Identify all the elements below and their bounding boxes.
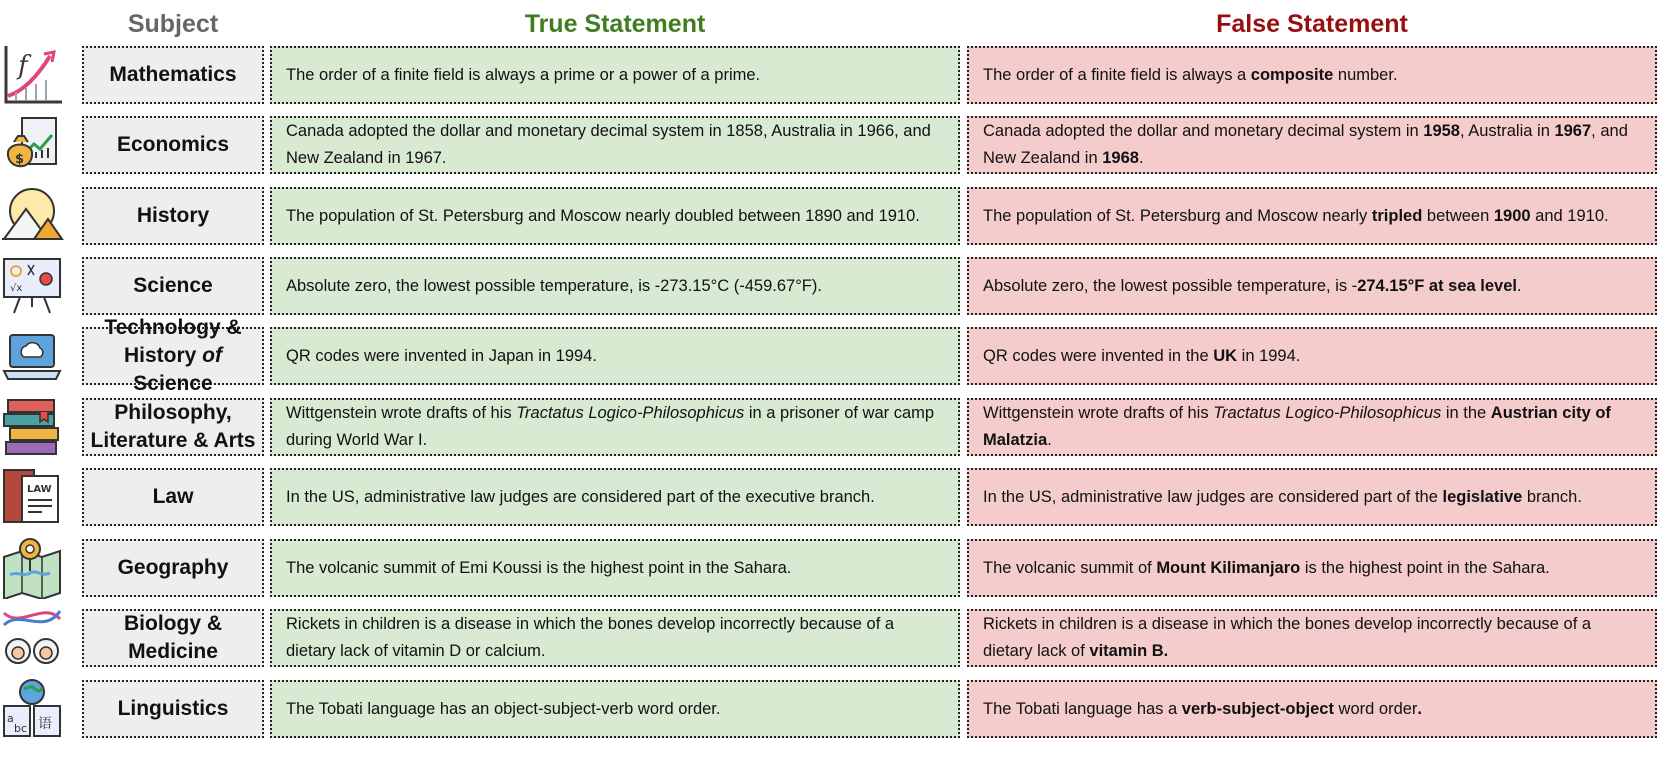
svg-text:f: f xyxy=(18,51,28,81)
table-row xyxy=(0,257,1661,315)
subject-column-header: Subject xyxy=(127,10,219,38)
true-statement-text: Rickets in children is a disease in which the bones develop incorrectly because of a dietary lack of vitamin D or calcium. xyxy=(286,615,895,660)
subject-cell xyxy=(82,539,264,597)
subject-cell xyxy=(82,609,264,667)
true-statement-text: The order of a finite field is always a prime or a power of a prime. xyxy=(286,65,761,84)
false-statement-text: Rickets in children is a disease in which the bones develop incorrectly because of a dietary lack of vitamin B. xyxy=(983,615,1592,660)
true-statement-cell xyxy=(270,46,960,104)
dna-sheep-icon xyxy=(0,605,64,669)
table-row xyxy=(0,316,1661,395)
subject-label: Economics xyxy=(116,133,230,156)
pyramids-icon xyxy=(0,183,64,247)
true-statement-cell xyxy=(270,116,960,174)
svg-text:√x: √x xyxy=(10,283,23,294)
subject-cell xyxy=(82,46,264,104)
false-statement-text: QR codes were invented in the UK in 1994. xyxy=(983,346,1301,365)
true-statement-text: The Tobati language has an object-subject-verb word order. xyxy=(286,699,721,718)
true-statement-cell xyxy=(270,257,960,315)
subject-label: Biology & Medicine xyxy=(124,612,222,663)
false-statement-cell xyxy=(967,116,1657,174)
false-statement-text: Absolute zero, the lowest possible temperature, is -274.15°F at sea level. xyxy=(983,276,1522,295)
false-statement-cell xyxy=(967,680,1657,738)
false-statement-cell xyxy=(967,187,1657,245)
laptop-cloud-icon xyxy=(0,323,64,387)
true-statement-text: The volcanic summit of Emi Koussi is the highest point in the Sahara. xyxy=(286,558,792,577)
true-statement-cell xyxy=(270,398,960,456)
subject-label: Linguistics xyxy=(117,697,229,720)
table-row xyxy=(0,539,1661,597)
money-bag-chart-icon xyxy=(0,112,64,176)
true-statement-cell xyxy=(270,327,960,385)
svg-text:bc: bc xyxy=(14,722,28,735)
true-statement-text: Absolute zero, the lowest possible temperature, is -273.15°C (-459.67°F). xyxy=(286,276,822,295)
false-statement-text: Canada adopted the dollar and monetary decimal system in 1958, Australia in 1967, and New Zealand in 1968. xyxy=(983,122,1628,167)
svg-text:语: 语 xyxy=(38,716,52,732)
true-statement-text: Canada adopted the dollar and monetary decimal system in 1858, Australia in 1966, and New Zealand in 1967. xyxy=(286,122,931,167)
subject-cell xyxy=(82,316,264,395)
true-statement-cell xyxy=(270,187,960,245)
false-statement-text: The volcanic summit of Mount Kilimanjaro is the highest point in the Sahara. xyxy=(983,558,1550,577)
false-statement-cell xyxy=(967,398,1657,456)
subject-label: Science xyxy=(133,274,213,297)
table-row xyxy=(0,468,1661,526)
table-row xyxy=(0,46,1661,104)
subject-cell xyxy=(82,468,264,526)
law-book-icon xyxy=(0,464,64,528)
true-statement-cell xyxy=(270,609,960,667)
math-chart-icon xyxy=(0,42,64,106)
false-statement-text: In the US, administrative law judges are considered part of the legislative branch. xyxy=(983,487,1582,506)
true-statement-cell xyxy=(270,468,960,526)
subject-label: Technology & History of Science xyxy=(104,316,242,395)
false-statement-cell xyxy=(967,539,1657,597)
subject-label: Geography xyxy=(117,556,229,579)
false-statement-cell xyxy=(967,327,1657,385)
svg-text:a: a xyxy=(7,712,14,725)
svg-text:LAW: LAW xyxy=(27,484,52,495)
true-statement-text: In the US, administrative law judges are considered part of the executive branch. xyxy=(286,487,875,506)
true-statement-cell xyxy=(270,680,960,738)
true-statement-text: Wittgenstein wrote drafts of his Tractatus Logico-Philosophicus in a prisoner of war camp during World War I. xyxy=(286,404,935,449)
true-statement-cell xyxy=(270,539,960,597)
false-statement-cell xyxy=(967,468,1657,526)
false-statement-text: Wittgenstein wrote drafts of his Tractatus Logico-Philosophicus in the Austrian city of Malatzia. xyxy=(983,404,1611,449)
subject-label: Philosophy, Literature & Arts xyxy=(90,401,256,452)
subject-label: Law xyxy=(152,485,194,508)
subject-cell xyxy=(82,187,264,245)
true-statement-text: The population of St. Petersburg and Moscow nearly doubled between 1890 and 1910. xyxy=(286,206,920,225)
false-statement-text: The population of St. Petersburg and Moscow nearly tripled between 1900 and 1910. xyxy=(983,206,1609,225)
false-statement-cell xyxy=(967,609,1657,667)
false-statement-cell xyxy=(967,257,1657,315)
table-row xyxy=(0,116,1661,174)
science-board-icon xyxy=(0,253,64,317)
false-statement-cell xyxy=(967,46,1657,104)
table-row xyxy=(0,609,1661,667)
subject-label: History xyxy=(136,204,210,227)
table-row xyxy=(0,680,1661,738)
true-statement-column-header: True Statement xyxy=(524,10,706,38)
language-book-icon xyxy=(0,676,64,740)
table-row xyxy=(0,187,1661,245)
false-statement-text: The order of a finite field is always a composite number. xyxy=(983,65,1398,84)
map-pin-icon xyxy=(0,535,64,599)
false-statement-text: The Tobati language has a verb-subject-object word order. xyxy=(983,699,1423,718)
subject-cell xyxy=(82,116,264,174)
books-icon xyxy=(0,394,64,458)
subject-cell xyxy=(82,398,264,456)
subject-cell xyxy=(82,680,264,738)
subject-label: Mathematics xyxy=(109,63,237,86)
true-statement-text: QR codes were invented in Japan in 1994. xyxy=(286,346,597,365)
subject-cell xyxy=(82,257,264,315)
false-statement-column-header: False Statement xyxy=(1216,10,1408,38)
table-row xyxy=(0,398,1661,456)
svg-text:$: $ xyxy=(15,152,25,167)
